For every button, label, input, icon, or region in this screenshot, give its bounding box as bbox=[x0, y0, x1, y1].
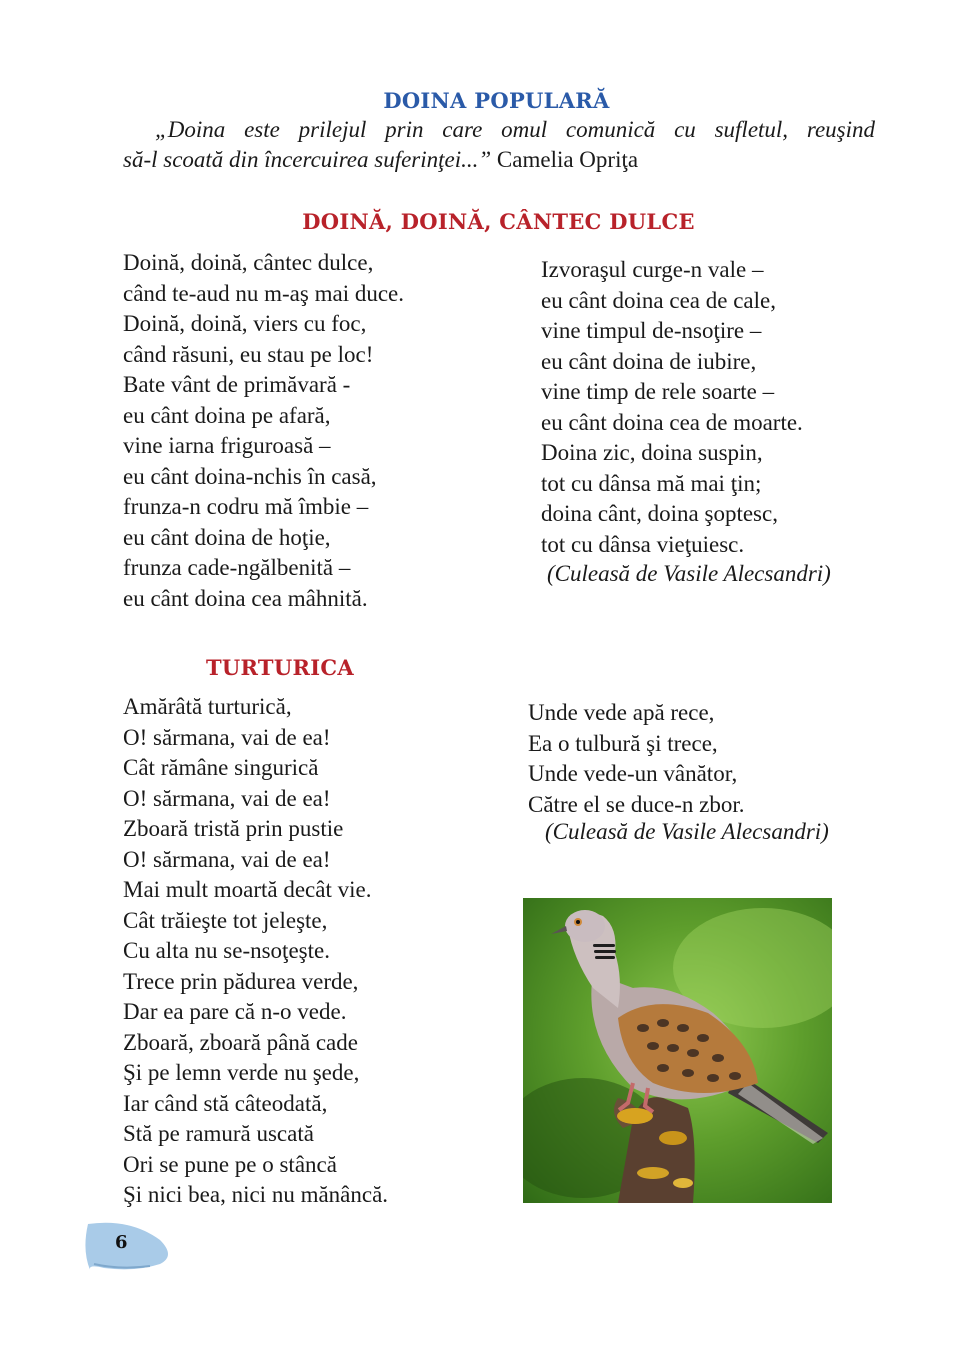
verse-line: vine iarna friguroasă – bbox=[123, 433, 331, 458]
verse-line: Şi pe lemn verde nu şede, bbox=[123, 1060, 360, 1085]
verse-line: O! sărmana, vai de ea! bbox=[123, 785, 331, 811]
turtle-dove-photo bbox=[523, 898, 832, 1203]
verse-line: Trece prin pădurea verde, bbox=[123, 968, 359, 994]
verse-line: vine timpul de-nsoţire – bbox=[541, 318, 762, 343]
verse-line: vine timp de rele soarte – bbox=[541, 379, 775, 404]
verse-line: când te-aud nu m-aş mai duce. bbox=[123, 280, 404, 306]
verse-line: eu cânt doina cea de cale, bbox=[541, 287, 776, 313]
poem-title: TURTURICA bbox=[206, 655, 354, 680]
verse-line: Dar ea pare că n-o vede. bbox=[123, 999, 347, 1024]
verse-line: Ea o tulbură şi trece, bbox=[528, 730, 718, 756]
page-number: 6 bbox=[115, 1232, 128, 1253]
verse-line: Către el se duce-n zbor. bbox=[528, 791, 745, 817]
verse-line: Stă pe ramură uscată bbox=[123, 1121, 314, 1146]
verse-line: Zboară, zboară până cade bbox=[123, 1029, 358, 1055]
epigraph-line-1: „Doina este prilejul prin care omul comunică cu sufletul, reuşind bbox=[155, 117, 875, 142]
verse-line: Iar când stă câteodată, bbox=[123, 1090, 328, 1116]
verse-line: eu cânt doina-nchis în casă, bbox=[123, 463, 377, 489]
verse-line: Doină, doină, cântec dulce, bbox=[123, 250, 374, 275]
epigraph-line-2: să-l scoată din încercuirea suferinţei...” bbox=[123, 147, 492, 172]
verse-line: eu cânt doina pe afară, bbox=[123, 402, 331, 428]
verse-line: Zboară tristă prin pustie bbox=[123, 816, 344, 841]
verse-line: Ori se pune pe o stâncă bbox=[123, 1151, 337, 1177]
section-title: DOINA POPULARĂ bbox=[383, 88, 610, 113]
poem-stanza-right bbox=[541, 255, 803, 560]
verse-line: Mai mult moartă decât vie. bbox=[123, 877, 372, 902]
verse-line: frunza-n codru mă îmbie – bbox=[123, 494, 369, 519]
verse-line: Unde vede apă rece, bbox=[528, 700, 715, 725]
verse-line: frunza cade-ngălbenită – bbox=[123, 555, 351, 580]
verse-line: doina cânt, doina şoptesc, bbox=[541, 501, 778, 526]
verse-line: tot cu dânsa vieţuiesc. bbox=[541, 531, 745, 557]
verse-line: Unde vede-un vânător, bbox=[528, 761, 738, 786]
poem-stanza-right bbox=[528, 698, 745, 820]
epigraph-author: Camelia Opriţa bbox=[496, 147, 639, 172]
turtle-dove-illustration bbox=[523, 898, 832, 1203]
poem-credit: (Culeasă de Vasile Alecsandri) bbox=[547, 561, 831, 586]
verse-line: Cu alta nu se-nsoţeşte. bbox=[123, 938, 330, 963]
verse-line: eu cânt doina cea de moarte. bbox=[541, 409, 803, 435]
verse-line: Şi nici bea, nici nu mănâncă. bbox=[123, 1182, 389, 1207]
verse-line: Amărâtă turturică, bbox=[123, 694, 292, 719]
verse-line: Cât rămâne singurică bbox=[123, 755, 319, 780]
verse-line: Doina zic, doina suspin, bbox=[541, 440, 763, 465]
verse-line: Izvoraşul curge-n vale – bbox=[541, 257, 764, 282]
verse-line: eu cânt doina cea mâhnită. bbox=[123, 585, 368, 611]
poem-stanza-left bbox=[123, 692, 388, 1211]
verse-line: când răsuni, eu stau pe loc! bbox=[123, 341, 374, 367]
poem-stanza-left bbox=[123, 248, 404, 614]
verse-line: eu cânt doina de hoţie, bbox=[123, 524, 331, 550]
verse-line: Cât trăieşte tot jeleşte, bbox=[123, 907, 328, 933]
verse-line: O! sărmana, vai de ea! bbox=[123, 846, 331, 872]
poem-credit: (Culeasă de Vasile Alecsandri) bbox=[545, 819, 829, 844]
verse-line: O! sărmana, vai de ea! bbox=[123, 724, 331, 750]
epigraph bbox=[123, 115, 875, 175]
verse-line: Bate vânt de primăvară - bbox=[123, 372, 351, 397]
verse-line: eu cânt doina de iubire, bbox=[541, 348, 757, 374]
verse-line: tot cu dânsa mă mai ţin; bbox=[541, 470, 762, 496]
verse-line: Doină, doină, viers cu foc, bbox=[123, 311, 367, 336]
poem-title: DOINĂ, DOINĂ, CÂNTEC DULCE bbox=[302, 209, 695, 234]
page-number-badge bbox=[80, 1220, 172, 1270]
